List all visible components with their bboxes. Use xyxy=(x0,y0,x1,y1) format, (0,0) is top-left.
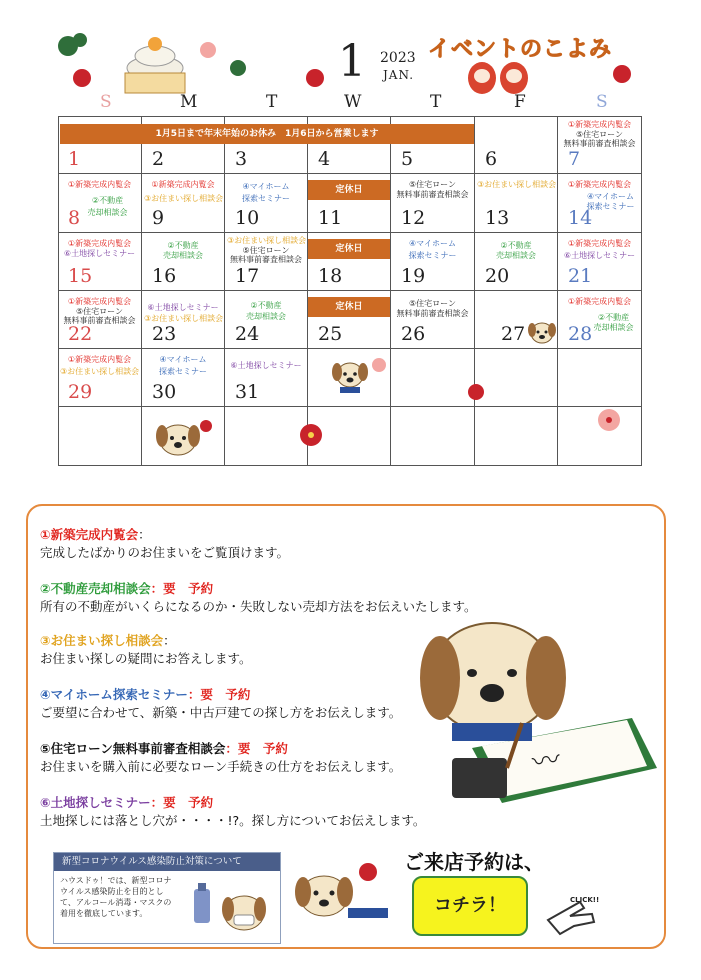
day-number: 22 xyxy=(68,323,93,345)
day-cell-25[interactable] xyxy=(308,291,391,349)
day-cell-26[interactable] xyxy=(391,291,475,349)
day-number: 15 xyxy=(68,265,93,287)
day-number: 5 xyxy=(401,148,414,170)
event-open-house: ①新築完成内覧会 xyxy=(567,120,632,129)
event-loan: ⑤住宅ローン xyxy=(75,307,123,316)
new-year-decoration-icon xyxy=(50,28,250,98)
day-number: 2 xyxy=(152,148,165,170)
day-cell-11[interactable] xyxy=(308,174,391,233)
info-description: ご要望に合わせて、新築・中古戸建ての探し方をお伝えします。 xyxy=(40,705,402,720)
day-cell-23[interactable] xyxy=(142,291,225,349)
day-cell-15[interactable] xyxy=(58,233,142,291)
empty-cell xyxy=(308,349,391,407)
day-number: 18 xyxy=(318,265,343,287)
event-land: ⑥土地探しセミナー xyxy=(63,249,136,258)
dog-calligraphy-illustration-icon xyxy=(412,618,662,808)
day-cell-17[interactable] xyxy=(225,233,308,291)
info-description: 土地探しには落とし穴が・・・・!?。探し方についてお伝えします。 xyxy=(40,813,426,828)
day-cell-19[interactable] xyxy=(391,233,475,291)
info-description: 完成したばかりのお住まいをご覧頂けます。 xyxy=(40,545,290,560)
day-cell-6[interactable] xyxy=(475,116,558,174)
weekday-mon: M xyxy=(180,92,198,112)
event-sale: ②不動産 xyxy=(500,241,532,250)
day-number: 1 xyxy=(68,148,81,170)
weekday-sat: S xyxy=(596,92,608,112)
day-cell-27[interactable] xyxy=(475,291,558,349)
event-sale-sub: 売却相談会 xyxy=(496,251,536,260)
event-myhome-sub: 探索セミナー xyxy=(586,202,635,211)
page-title: イベントのこよみ xyxy=(428,37,613,62)
day-cell-22[interactable] xyxy=(58,291,142,349)
calendar-grid xyxy=(58,116,642,466)
day-number: 10 xyxy=(235,207,260,229)
info-description: お住まいを購入前に必要なローン手続きの仕方をお伝えします。 xyxy=(40,759,402,774)
plum-flower-icon xyxy=(596,407,622,433)
event-land: ⑥土地探しセミナー xyxy=(147,303,219,312)
svg-text:〰: 〰 xyxy=(530,742,563,780)
dog-with-sign-icon xyxy=(150,416,216,460)
day-number: 19 xyxy=(401,265,426,287)
day-number: 9 xyxy=(152,207,165,229)
day-cell-20[interactable] xyxy=(475,233,558,291)
plum-flower-icon xyxy=(298,422,324,448)
sanitizer-dog-icon xyxy=(174,879,274,939)
info-myhome-seminar xyxy=(40,686,401,722)
event-open-house: ①新築完成内覧会 xyxy=(151,180,215,189)
event-sale: ②不動産 xyxy=(250,301,282,310)
day-cell-21[interactable] xyxy=(558,233,642,291)
event-myhome: ④マイホーム xyxy=(242,182,290,191)
event-open-house: ①新築完成内覧会 xyxy=(67,355,132,364)
weekday-tue: T xyxy=(266,92,278,112)
closed-label: 定休日 xyxy=(308,180,390,200)
event-land: ⑥土地探しセミナー xyxy=(563,251,636,260)
day-cell-13[interactable] xyxy=(475,174,558,233)
month-number: 1 xyxy=(338,36,366,87)
info-heading: ⑥土地探しセミナー xyxy=(40,795,151,810)
info-colon: ： xyxy=(138,527,151,542)
day-cell-14[interactable] xyxy=(558,174,642,233)
day-number: 3 xyxy=(235,148,248,170)
click-label: CLICK!! xyxy=(570,896,600,904)
plum-flower-icon xyxy=(467,383,485,401)
day-number: 29 xyxy=(68,381,93,403)
day-number: 24 xyxy=(235,323,260,345)
info-heading: ①新築完成内覧会 xyxy=(40,527,139,542)
day-number: 20 xyxy=(485,265,510,287)
day-number: 28 xyxy=(568,323,593,345)
day-cell-10[interactable] xyxy=(225,174,308,233)
day-number: 26 xyxy=(401,323,426,345)
event-sale: ②不動産 xyxy=(91,196,124,205)
info-land-seminar xyxy=(40,794,425,830)
day-cell-7[interactable] xyxy=(558,116,642,174)
event-myhome-sub: 探索セミナー xyxy=(159,367,207,376)
event-myhome: ④マイホーム xyxy=(159,355,207,364)
day-number: 27 xyxy=(501,323,526,345)
dog-icon xyxy=(330,357,370,397)
day-cell-9[interactable] xyxy=(142,174,225,233)
event-sale-sub: 売却相談会 xyxy=(593,323,634,332)
empty-cell xyxy=(475,349,558,407)
reservation-required: ：要 予約 xyxy=(150,795,214,810)
event-loan: ⑤住宅ローン xyxy=(408,180,456,189)
event-myhome: ④マイホーム xyxy=(586,192,634,201)
reservation-required: ：要 予約 xyxy=(150,581,214,596)
event-sale-sub: 売却相談会 xyxy=(87,208,128,217)
info-home-search xyxy=(40,632,252,668)
day-number: 23 xyxy=(152,323,177,345)
empty-cell xyxy=(225,407,308,466)
day-number: 30 xyxy=(152,381,177,403)
day-number: 21 xyxy=(568,265,593,287)
event-open-house: ①新築完成内覧会 xyxy=(67,297,132,306)
info-heading: ④マイホーム探索セミナー xyxy=(40,687,188,702)
day-cell-31[interactable] xyxy=(225,349,308,407)
weekday-sun: S xyxy=(100,92,112,112)
day-number: 31 xyxy=(235,381,260,403)
day-number: 7 xyxy=(568,148,581,170)
day-cell-28[interactable] xyxy=(558,291,642,349)
holiday-banner: 1月5日まで年末年始のお休み 1月6日から営業します xyxy=(60,124,474,144)
day-number: 13 xyxy=(485,207,510,229)
event-search: ③お住まい探し相談会 xyxy=(227,236,307,245)
event-search: ③お住まい探し相談会 xyxy=(144,314,224,323)
reservation-button[interactable]: コチラ！ xyxy=(412,876,528,936)
month-en-label: JAN. xyxy=(383,68,415,82)
covid-notice-title: 新型コロナウイルス感染防止対策について xyxy=(54,853,280,871)
weekday-wed: W xyxy=(344,92,362,112)
day-number: 12 xyxy=(401,207,426,229)
info-heading: ②不動産売却相談会 xyxy=(40,581,151,596)
event-loan-sub: 無料事前審査相談会 xyxy=(230,255,302,264)
covid-notice-body: ハウスドゥ！では、新型コロナウイルス感染防止を目的として、アルコール消毒・マスクの着用を徹底しています。 xyxy=(60,876,172,918)
event-open-house: ①新築完成内覧会 xyxy=(567,239,632,248)
info-sale-consult xyxy=(40,580,477,616)
day-number: 25 xyxy=(318,323,343,345)
event-myhome-sub: 探索セミナー xyxy=(242,194,290,203)
dog-icon xyxy=(527,319,557,345)
reservation-required: ：要 予約 xyxy=(187,687,251,702)
day-number: 17 xyxy=(235,265,260,287)
reservation-required: ：要 予約 xyxy=(225,741,288,756)
day-cell-18[interactable] xyxy=(308,233,391,291)
event-land: ⑥土地探しセミナー xyxy=(230,361,302,370)
weekday-fri: F xyxy=(514,92,526,112)
info-description: お住まい探しの疑問にお答えします。 xyxy=(40,651,252,666)
empty-cell xyxy=(475,407,558,466)
dog-with-sign-icon xyxy=(288,860,398,930)
event-sale: ②不動産 xyxy=(167,241,199,250)
plum-flower-icon xyxy=(371,357,387,373)
reservation-prompt: ご来店予約は、 xyxy=(404,850,544,874)
event-loan: ⑤住宅ローン xyxy=(575,130,623,139)
event-myhome: ④マイホーム xyxy=(408,239,456,248)
event-loan: ⑤住宅ローン xyxy=(408,299,456,308)
event-open-house: ①新築完成内覧会 xyxy=(67,239,132,248)
day-cell-16[interactable] xyxy=(142,233,225,291)
day-number: 8 xyxy=(68,207,81,229)
event-sale-sub: 売却相談会 xyxy=(246,312,286,321)
day-cell-12[interactable] xyxy=(391,174,475,233)
day-number: 11 xyxy=(318,207,343,229)
day-number: 4 xyxy=(318,148,331,170)
event-sale-sub: 売却相談会 xyxy=(163,251,203,260)
info-colon: ： xyxy=(163,633,176,648)
day-cell-29[interactable] xyxy=(58,349,142,407)
event-search: ③お住まい探し相談会 xyxy=(144,194,224,203)
info-loan-consult xyxy=(40,740,401,776)
day-number: 14 xyxy=(568,207,593,229)
day-cell-24[interactable] xyxy=(225,291,308,349)
info-description: 所有の不動産がいくらになるのか・失敗しない売却方法をお伝えいたします。 xyxy=(40,599,477,614)
event-open-house: ①新築完成内覧会 xyxy=(67,180,132,189)
info-heading: ③お住まい探し相談会 xyxy=(40,633,164,648)
event-myhome-sub: 探索セミナー xyxy=(408,251,457,260)
event-open-house: ①新築完成内覧会 xyxy=(567,180,632,189)
event-open-house: ①新築完成内覧会 xyxy=(567,297,632,306)
covid-notice xyxy=(53,852,281,944)
event-loan-sub: 無料事前審査相談会 xyxy=(563,139,636,148)
empty-cell xyxy=(391,407,475,466)
event-loan-sub: 無料事前審査相談会 xyxy=(63,316,136,325)
event-loan-sub: 無料事前審査相談会 xyxy=(396,190,469,199)
empty-cell xyxy=(558,349,642,407)
closed-label: 定休日 xyxy=(308,297,390,317)
info-open-house xyxy=(40,526,289,562)
day-number: 16 xyxy=(152,265,177,287)
event-loan: ⑤住宅ローン xyxy=(242,246,290,255)
day-number: 6 xyxy=(485,148,498,170)
event-search: ③お住まい探し相談会 xyxy=(60,367,140,376)
empty-cell xyxy=(58,407,142,466)
day-cell-8[interactable] xyxy=(58,174,142,233)
pointing-hand-icon xyxy=(540,880,610,940)
empty-cell xyxy=(558,407,642,466)
weekday-thu: T xyxy=(430,92,442,112)
empty-cell xyxy=(391,349,475,407)
closed-label: 定休日 xyxy=(308,239,390,259)
event-search: ③お住まい探し相談会 xyxy=(477,180,557,189)
year-label: 2023 xyxy=(380,50,416,66)
event-loan-sub: 無料事前審査相談会 xyxy=(396,309,469,318)
info-heading: ⑤住宅ローン無料事前審査相談会 xyxy=(40,741,226,756)
event-sale: ②不動産 xyxy=(597,313,630,322)
day-cell-30[interactable] xyxy=(142,349,225,407)
